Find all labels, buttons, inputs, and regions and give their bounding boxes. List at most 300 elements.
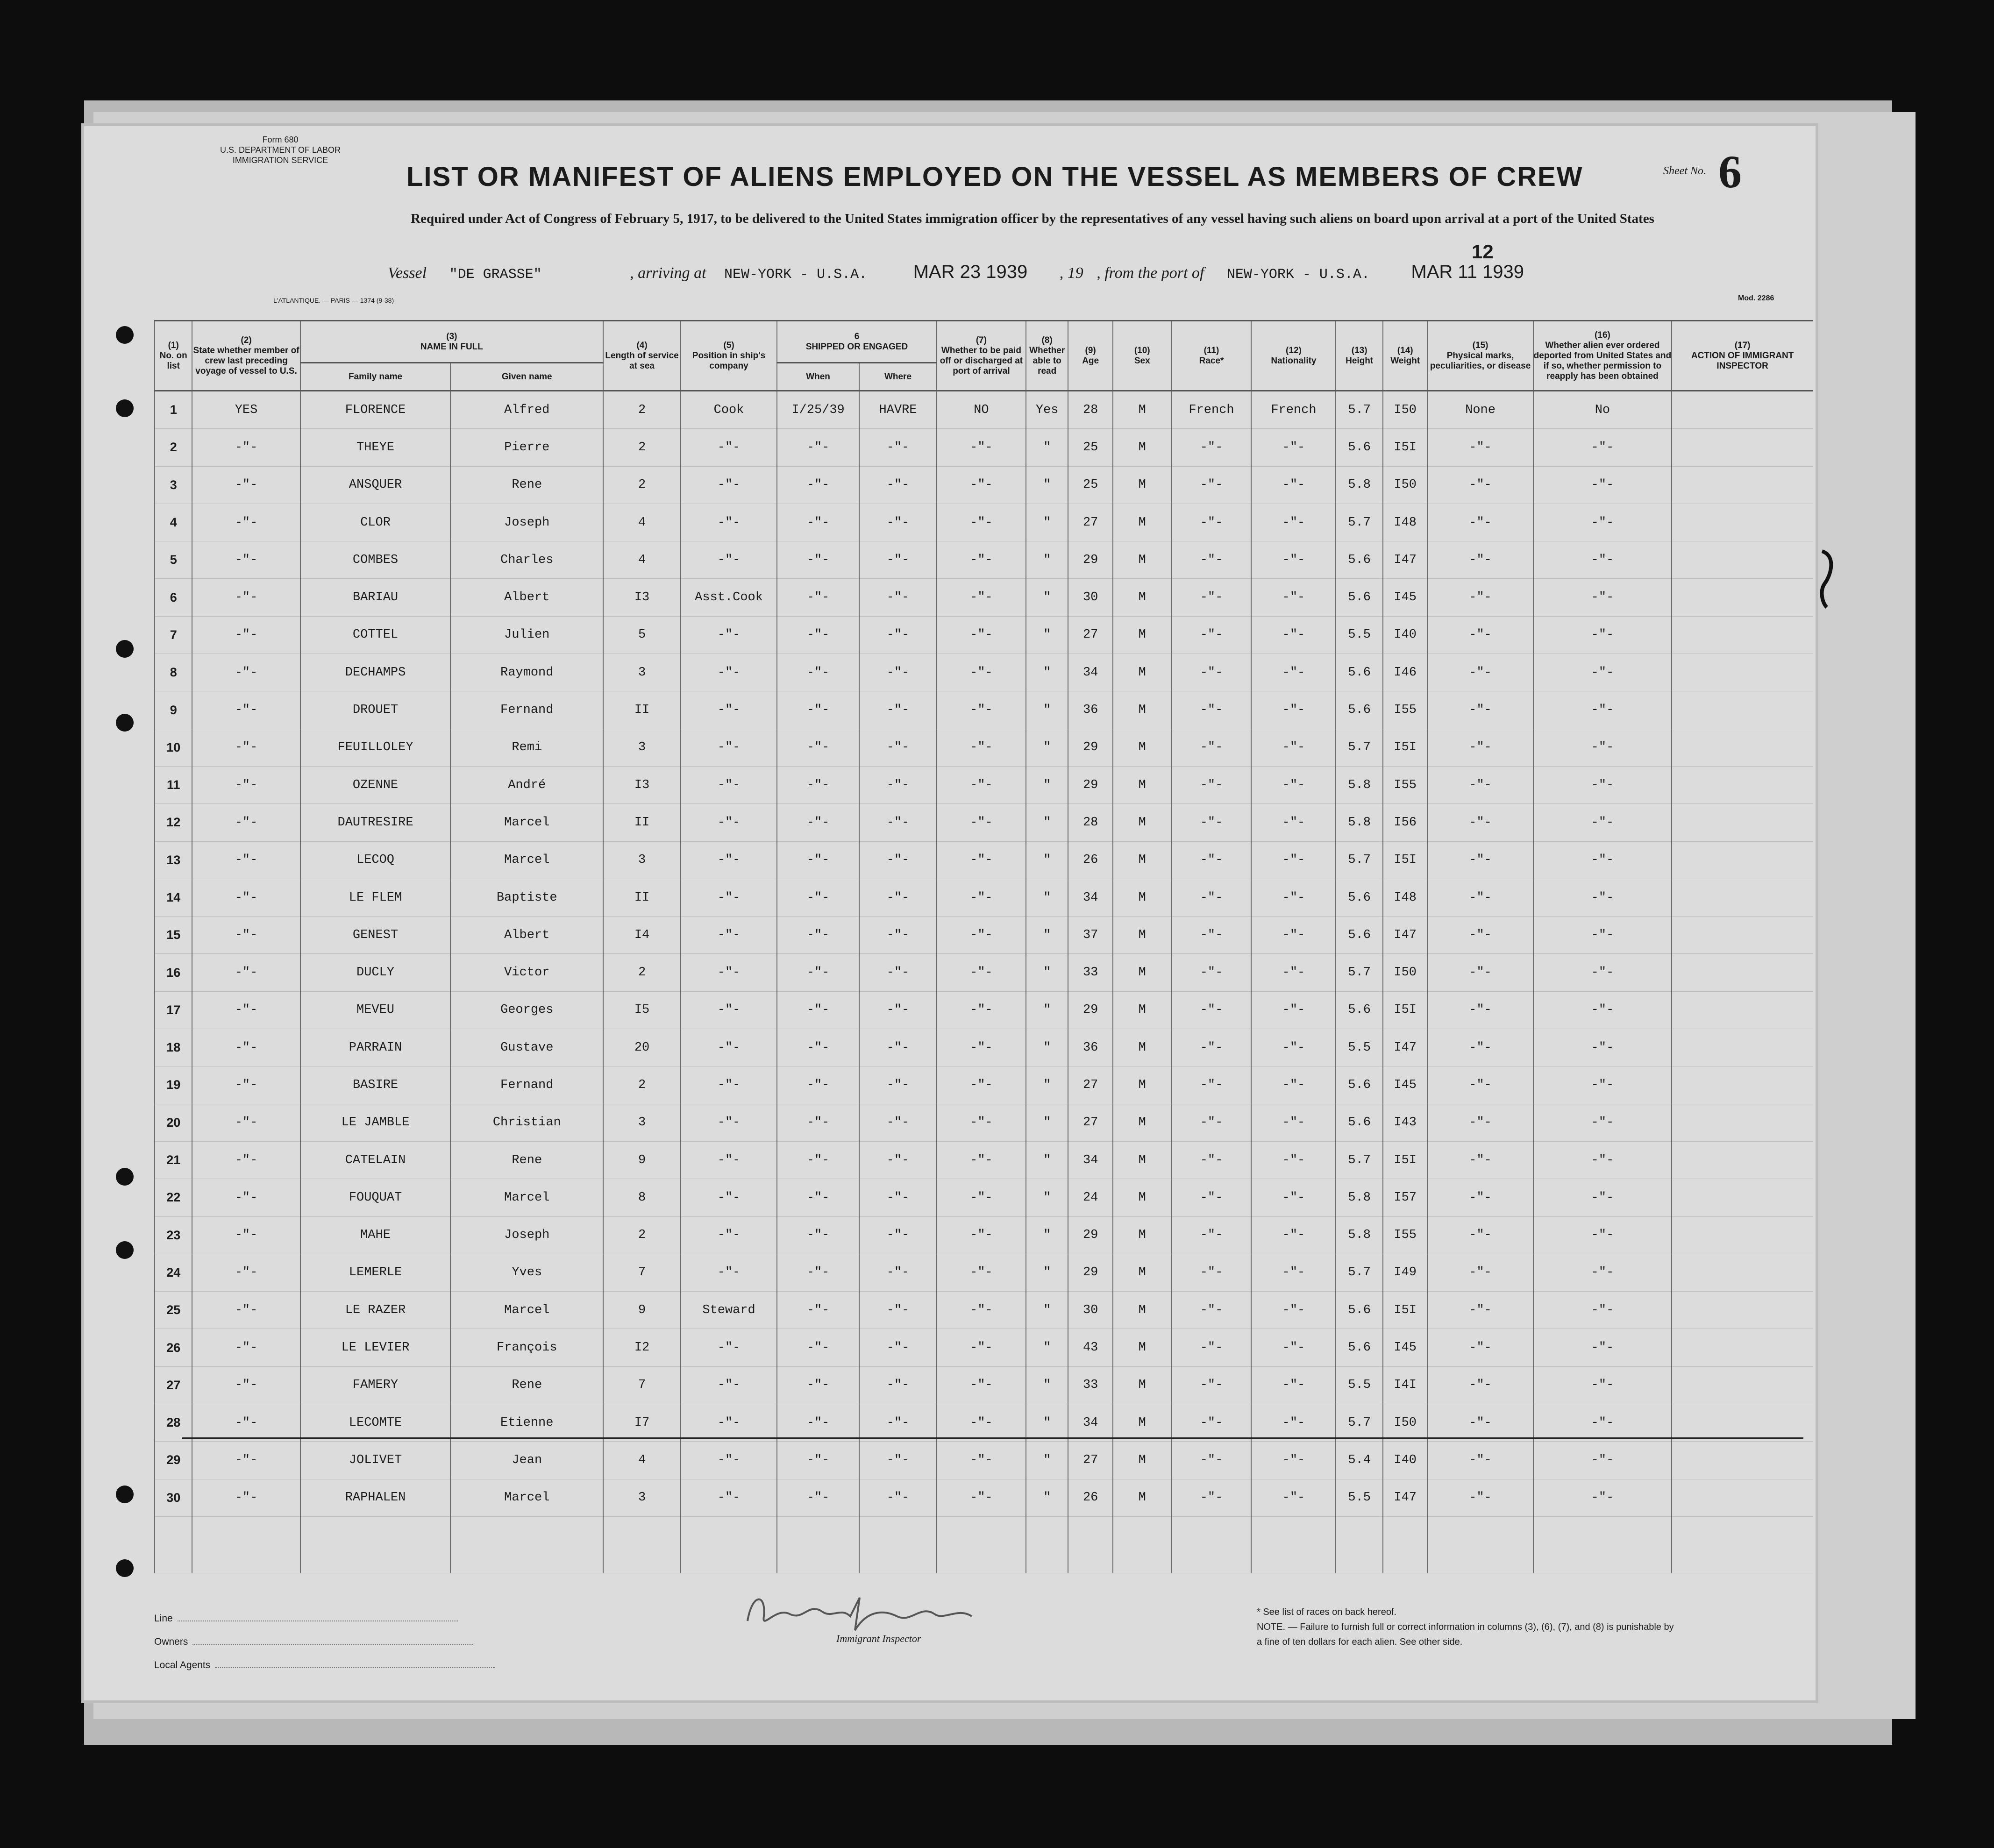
cell-age: 34 xyxy=(1068,1141,1113,1179)
cell-race: -"- xyxy=(1172,466,1252,504)
cell-able-to-read: " xyxy=(1026,917,1068,954)
crew-manifest-table xyxy=(154,320,1813,1573)
cell-row-number: 19 xyxy=(155,1066,192,1104)
punch-hole xyxy=(116,640,134,658)
cell-position: -"- xyxy=(681,1366,777,1404)
cell-length-of-service: 8 xyxy=(603,1179,681,1216)
cell-height: 5.8 xyxy=(1336,804,1383,841)
cell-able-to-read: " xyxy=(1026,429,1068,466)
cell-previous-voyage: -"- xyxy=(192,616,300,654)
cell-given-name: Pierre xyxy=(450,429,603,466)
cell-given-name: Albert xyxy=(450,917,603,954)
cell-able-to-read: " xyxy=(1026,1179,1068,1216)
header-race: (11) Race* xyxy=(1172,321,1252,391)
cell-nationality: -"- xyxy=(1251,429,1336,466)
cell-weight: I5I xyxy=(1383,841,1428,879)
header-deported: (16) Whether alien ever ordered deported from United States and if so, whether permission to reapply has been obtained xyxy=(1533,321,1672,391)
cell-empty xyxy=(155,1516,192,1573)
vessel-label: Vessel xyxy=(388,264,427,282)
cell-empty xyxy=(681,1516,777,1573)
cell-weight: I50 xyxy=(1383,466,1428,504)
cell-deported: -"- xyxy=(1533,691,1672,729)
table-row xyxy=(155,729,1813,766)
cell-deported: -"- xyxy=(1533,1366,1672,1404)
cell-age: 34 xyxy=(1068,654,1113,691)
cell-inspector-action xyxy=(1672,804,1813,841)
cell-paid-off: -"- xyxy=(937,1292,1026,1329)
cell-length-of-service: I2 xyxy=(603,1329,681,1366)
cell-given-name: Gustave xyxy=(450,1029,603,1066)
cell-shipped-where: -"- xyxy=(859,1066,937,1104)
cell-height: 5.6 xyxy=(1336,579,1383,616)
cell-given-name: Marcel xyxy=(450,1479,603,1516)
cell-paid-off: -"- xyxy=(937,917,1026,954)
cell-shipped-where: -"- xyxy=(859,991,937,1029)
cell-able-to-read: " xyxy=(1026,991,1068,1029)
cell-able-to-read: " xyxy=(1026,504,1068,541)
cell-shipped-where: -"- xyxy=(859,1442,937,1479)
cell-empty xyxy=(300,1516,451,1573)
cell-position: -"- xyxy=(681,954,777,991)
cell-previous-voyage: -"- xyxy=(192,1179,300,1216)
cell-deported: -"- xyxy=(1533,654,1672,691)
cell-previous-voyage: -"- xyxy=(192,766,300,803)
cell-age: 27 xyxy=(1068,1104,1113,1141)
cell-paid-off: -"- xyxy=(937,1366,1026,1404)
footer-fields xyxy=(154,1607,495,1677)
cell-able-to-read: " xyxy=(1026,729,1068,766)
cell-height: 5.7 xyxy=(1336,841,1383,879)
cell-age: 29 xyxy=(1068,1254,1113,1291)
cell-shipped-when: -"- xyxy=(777,766,859,803)
cell-previous-voyage: -"- xyxy=(192,1442,300,1479)
cell-weight: I55 xyxy=(1383,766,1428,803)
cell-sex: M xyxy=(1113,541,1172,579)
cell-row-number: 7 xyxy=(155,616,192,654)
cell-sex: M xyxy=(1113,1179,1172,1216)
cell-able-to-read: " xyxy=(1026,1366,1068,1404)
cell-shipped-when: -"- xyxy=(777,804,859,841)
cell-height: 5.6 xyxy=(1336,991,1383,1029)
cell-weight: I45 xyxy=(1383,1329,1428,1366)
cell-shipped-where: -"- xyxy=(859,1216,937,1254)
cell-able-to-read: " xyxy=(1026,1292,1068,1329)
table-row xyxy=(155,954,1813,991)
cell-shipped-when: -"- xyxy=(777,879,859,916)
cell-position: -"- xyxy=(681,917,777,954)
cell-height: 5.6 xyxy=(1336,654,1383,691)
cell-inspector-action xyxy=(1672,691,1813,729)
cell-empty xyxy=(777,1516,859,1573)
cell-paid-off: -"- xyxy=(937,429,1026,466)
cell-weight: I45 xyxy=(1383,579,1428,616)
punch-hole xyxy=(116,326,134,344)
table-row xyxy=(155,1329,1813,1366)
cell-family-name: DAUTRESIRE xyxy=(300,804,451,841)
cell-weight: I56 xyxy=(1383,804,1428,841)
table-row xyxy=(155,1292,1813,1329)
cell-row-number: 25 xyxy=(155,1292,192,1329)
cell-nationality: -"- xyxy=(1251,1216,1336,1254)
cell-previous-voyage: -"- xyxy=(192,1404,300,1442)
cell-paid-off: -"- xyxy=(937,1479,1026,1516)
cell-race: -"- xyxy=(1172,1292,1252,1329)
cell-deported: -"- xyxy=(1533,1329,1672,1366)
cell-able-to-read: " xyxy=(1026,879,1068,916)
cell-nationality: French xyxy=(1251,391,1336,429)
cell-row-number: 30 xyxy=(155,1479,192,1516)
signature-label: Immigrant Inspector xyxy=(836,1633,921,1644)
cell-age: 27 xyxy=(1068,504,1113,541)
cell-shipped-when: -"- xyxy=(777,429,859,466)
cell-shipped-where: -"- xyxy=(859,1254,937,1291)
cell-race: -"- xyxy=(1172,691,1252,729)
cell-family-name: BASIRE xyxy=(300,1066,451,1104)
cell-family-name: PARRAIN xyxy=(300,1029,451,1066)
cell-sex: M xyxy=(1113,1104,1172,1141)
table-row xyxy=(155,1254,1813,1291)
header-name-in-full: (3) NAME IN FULL xyxy=(300,321,603,363)
cell-physical-marks: -"- xyxy=(1427,1254,1533,1291)
cell-position: -"- xyxy=(681,879,777,916)
cell-shipped-when: -"- xyxy=(777,579,859,616)
cell-able-to-read: " xyxy=(1026,1216,1068,1254)
cell-row-number: 10 xyxy=(155,729,192,766)
cell-row-number: 12 xyxy=(155,804,192,841)
cell-race: -"- xyxy=(1172,654,1252,691)
cell-shipped-where: -"- xyxy=(859,654,937,691)
cell-nationality: -"- xyxy=(1251,1029,1336,1066)
cell-given-name: Victor xyxy=(450,954,603,991)
cell-previous-voyage: -"- xyxy=(192,841,300,879)
punch-hole xyxy=(116,1168,134,1186)
cell-inspector-action xyxy=(1672,1141,1813,1179)
cell-row-number: 20 xyxy=(155,1104,192,1141)
cell-sex: M xyxy=(1113,954,1172,991)
cell-age: 29 xyxy=(1068,729,1113,766)
cell-weight: I40 xyxy=(1383,616,1428,654)
cell-previous-voyage: -"- xyxy=(192,1329,300,1366)
vessel-line xyxy=(388,262,1789,283)
cell-position: -"- xyxy=(681,429,777,466)
cell-paid-off: -"- xyxy=(937,1254,1026,1291)
cell-able-to-read: " xyxy=(1026,804,1068,841)
printer-imprint: L'ATLANTIQUE. — PARIS — 1374 (9-38) xyxy=(273,297,394,304)
cell-position: -"- xyxy=(681,1029,777,1066)
cell-position: -"- xyxy=(681,616,777,654)
cell-physical-marks: -"- xyxy=(1427,954,1533,991)
cell-family-name: LECOMTE xyxy=(300,1404,451,1442)
cell-height: 5.5 xyxy=(1336,1366,1383,1404)
cell-shipped-when: -"- xyxy=(777,691,859,729)
cell-weight: I47 xyxy=(1383,1029,1428,1066)
cell-deported: -"- xyxy=(1533,841,1672,879)
cell-length-of-service: I5 xyxy=(603,991,681,1029)
table-row xyxy=(155,579,1813,616)
cell-family-name: BARIAU xyxy=(300,579,451,616)
cell-weight: I43 xyxy=(1383,1104,1428,1141)
cell-deported: -"- xyxy=(1533,466,1672,504)
cell-physical-marks: -"- xyxy=(1427,729,1533,766)
cell-given-name: Rene xyxy=(450,1366,603,1404)
cell-paid-off: -"- xyxy=(937,1404,1026,1442)
cell-paid-off: -"- xyxy=(937,541,1026,579)
cell-given-name: Baptiste xyxy=(450,879,603,916)
required-statement: Required under Act of Congress of February 5, 1917, to be delivered to the United States immigration officer by the representatives of any vessel having such aliens on board upon arrival at a port of the United States xyxy=(411,211,1654,226)
cell-able-to-read: " xyxy=(1026,1029,1068,1066)
cell-given-name: Charles xyxy=(450,541,603,579)
cell-previous-voyage: -"- xyxy=(192,917,300,954)
cell-able-to-read: " xyxy=(1026,1254,1068,1291)
cell-height: 5.6 xyxy=(1336,1292,1383,1329)
cell-position: -"- xyxy=(681,1141,777,1179)
cell-shipped-where: -"- xyxy=(859,766,937,803)
cell-length-of-service: 9 xyxy=(603,1292,681,1329)
cell-paid-off: -"- xyxy=(937,654,1026,691)
cell-age: 29 xyxy=(1068,1216,1113,1254)
table-row xyxy=(155,1029,1813,1066)
cell-given-name: Joseph xyxy=(450,1216,603,1254)
cell-family-name: DROUET xyxy=(300,691,451,729)
table-row xyxy=(155,616,1813,654)
cell-paid-off: -"- xyxy=(937,691,1026,729)
cell-paid-off: -"- xyxy=(937,991,1026,1029)
cell-family-name: FAMERY xyxy=(300,1366,451,1404)
cell-deported: -"- xyxy=(1533,917,1672,954)
punch-hole xyxy=(116,399,134,417)
cell-previous-voyage: -"- xyxy=(192,691,300,729)
cell-empty xyxy=(1251,1516,1336,1573)
cell-weight: I55 xyxy=(1383,1216,1428,1254)
cell-age: 29 xyxy=(1068,541,1113,579)
cell-physical-marks: -"- xyxy=(1427,766,1533,803)
cell-previous-voyage: -"- xyxy=(192,654,300,691)
cell-row-number: 18 xyxy=(155,1029,192,1066)
cell-sex: M xyxy=(1113,1329,1172,1366)
cell-age: 30 xyxy=(1068,1292,1113,1329)
cell-deported: -"- xyxy=(1533,504,1672,541)
table-row xyxy=(155,991,1813,1029)
cell-given-name: Raymond xyxy=(450,654,603,691)
cell-shipped-when: -"- xyxy=(777,1479,859,1516)
cell-height: 5.7 xyxy=(1336,1404,1383,1442)
cell-sex: M xyxy=(1113,1029,1172,1066)
from-label: , from the port of xyxy=(1097,264,1204,282)
cell-inspector-action xyxy=(1672,1066,1813,1104)
cell-empty xyxy=(1533,1516,1672,1573)
cell-height: 5.7 xyxy=(1336,954,1383,991)
cell-shipped-where: -"- xyxy=(859,1141,937,1179)
cell-position: -"- xyxy=(681,1479,777,1516)
cell-shipped-when: -"- xyxy=(777,616,859,654)
owners-field: Owners xyxy=(154,1630,495,1654)
cell-row-number: 14 xyxy=(155,879,192,916)
header-physical-marks: (15) Physical marks, peculiarities, or disease xyxy=(1427,321,1533,391)
cell-nationality: -"- xyxy=(1251,504,1336,541)
cell-able-to-read: " xyxy=(1026,841,1068,879)
cell-shipped-when: -"- xyxy=(777,991,859,1029)
cell-physical-marks: -"- xyxy=(1427,1066,1533,1104)
cell-previous-voyage: -"- xyxy=(192,504,300,541)
cell-weight: I5I xyxy=(1383,729,1428,766)
cell-nationality: -"- xyxy=(1251,991,1336,1029)
cell-sex: M xyxy=(1113,504,1172,541)
cell-length-of-service: 3 xyxy=(603,841,681,879)
cell-family-name: MAHE xyxy=(300,1216,451,1254)
header-sex: (10) Sex xyxy=(1113,321,1172,391)
cell-physical-marks: -"- xyxy=(1427,917,1533,954)
cell-family-name: LECOQ xyxy=(300,841,451,879)
cell-previous-voyage: -"- xyxy=(192,991,300,1029)
cell-previous-voyage: -"- xyxy=(192,1292,300,1329)
cell-deported: -"- xyxy=(1533,1442,1672,1479)
cell-given-name: Jean xyxy=(450,1442,603,1479)
cell-family-name: LE FLEM xyxy=(300,879,451,916)
cell-height: 5.7 xyxy=(1336,391,1383,429)
cell-race: -"- xyxy=(1172,1141,1252,1179)
cell-race: -"- xyxy=(1172,729,1252,766)
header-previous-voyage: (2) State whether member of crew last preceding voyage of vessel to U.S. xyxy=(192,321,300,391)
cell-sex: M xyxy=(1113,579,1172,616)
cell-position: -"- xyxy=(681,766,777,803)
cell-empty xyxy=(1672,1516,1813,1573)
fine-note: NOTE. — Failure to furnish full or correct information in columns (3), (6), (7), and (8) is punishable by a fine of ten dollars for each alien. See other side. xyxy=(1257,1622,1674,1647)
cell-family-name: COTTEL xyxy=(300,616,451,654)
cell-nationality: -"- xyxy=(1251,1254,1336,1291)
table-row-blank xyxy=(155,1516,1813,1573)
cell-length-of-service: 2 xyxy=(603,391,681,429)
cell-previous-voyage: -"- xyxy=(192,429,300,466)
cell-given-name: Etienne xyxy=(450,1404,603,1442)
cell-deported: -"- xyxy=(1533,1179,1672,1216)
cell-sex: M xyxy=(1113,1442,1172,1479)
header-nationality: (12) Nationality xyxy=(1251,321,1336,391)
cell-given-name: Christian xyxy=(450,1104,603,1141)
cell-height: 5.6 xyxy=(1336,1329,1383,1366)
arriving-port: NEW-YORK - U.S.A. xyxy=(724,267,868,283)
cell-empty xyxy=(1172,1516,1252,1573)
cell-previous-voyage: -"- xyxy=(192,1479,300,1516)
cell-inspector-action xyxy=(1672,1179,1813,1216)
cell-able-to-read: " xyxy=(1026,466,1068,504)
service-name: IMMIGRATION SERVICE xyxy=(232,156,328,165)
cell-row-number: 5 xyxy=(155,541,192,579)
cell-inspector-action xyxy=(1672,766,1813,803)
cell-position: -"- xyxy=(681,1404,777,1442)
table-row xyxy=(155,879,1813,916)
cell-shipped-where: -"- xyxy=(859,1479,937,1516)
cell-position: Cook xyxy=(681,391,777,429)
cell-height: 5.8 xyxy=(1336,1179,1383,1216)
cell-empty xyxy=(1113,1516,1172,1573)
form-identification xyxy=(187,135,374,165)
cell-deported: -"- xyxy=(1533,1292,1672,1329)
cell-sex: M xyxy=(1113,466,1172,504)
cell-given-name: Marcel xyxy=(450,1292,603,1329)
cell-row-number: 17 xyxy=(155,991,192,1029)
table-row xyxy=(155,1179,1813,1216)
cell-row-number: 23 xyxy=(155,1216,192,1254)
punch-hole xyxy=(116,1559,134,1577)
cell-shipped-when: I/25/39 xyxy=(777,391,859,429)
cell-given-name: Albert xyxy=(450,579,603,616)
cell-row-number: 21 xyxy=(155,1141,192,1179)
cell-shipped-where: -"- xyxy=(859,616,937,654)
cell-length-of-service: I7 xyxy=(603,1404,681,1442)
cell-height: 5.8 xyxy=(1336,466,1383,504)
header-length-of-service: (4) Length of service at sea xyxy=(603,321,681,391)
cell-empty xyxy=(603,1516,681,1573)
cell-height: 5.6 xyxy=(1336,879,1383,916)
cell-inspector-action xyxy=(1672,917,1813,954)
cell-weight: I46 xyxy=(1383,654,1428,691)
cell-sex: M xyxy=(1113,1292,1172,1329)
cell-age: 27 xyxy=(1068,1442,1113,1479)
cell-inspector-action xyxy=(1672,391,1813,429)
cell-family-name: MEVEU xyxy=(300,991,451,1029)
cell-shipped-when: -"- xyxy=(777,504,859,541)
cell-given-name: Remi xyxy=(450,729,603,766)
cell-length-of-service: 20 xyxy=(603,1029,681,1066)
cell-inspector-action xyxy=(1672,616,1813,654)
cell-sex: M xyxy=(1113,729,1172,766)
cell-given-name: Georges xyxy=(450,991,603,1029)
page-title: LIST OR MANIFEST OF ALIENS EMPLOYED ON THE VESSEL AS MEMBERS OF CREW xyxy=(406,162,1583,192)
cell-given-name: André xyxy=(450,766,603,803)
cell-inspector-action xyxy=(1672,1404,1813,1442)
cell-inspector-action xyxy=(1672,991,1813,1029)
cell-previous-voyage: -"- xyxy=(192,954,300,991)
cell-family-name: DUCLY xyxy=(300,954,451,991)
cell-nationality: -"- xyxy=(1251,1066,1336,1104)
cell-deported: -"- xyxy=(1533,1029,1672,1066)
table-row xyxy=(155,1066,1813,1104)
table-row xyxy=(155,1479,1813,1516)
cell-inspector-action xyxy=(1672,1216,1813,1254)
header-weight: (14) Weight xyxy=(1383,321,1428,391)
table-row xyxy=(155,1404,1813,1442)
cell-age: 34 xyxy=(1068,1404,1113,1442)
cell-weight: I5I xyxy=(1383,991,1428,1029)
cell-physical-marks: -"- xyxy=(1427,1029,1533,1066)
cell-shipped-when: -"- xyxy=(777,1029,859,1066)
cell-nationality: -"- xyxy=(1251,1329,1336,1366)
cell-family-name: OZENNE xyxy=(300,766,451,803)
cell-weight: I50 xyxy=(1383,391,1428,429)
cell-age: 29 xyxy=(1068,766,1113,803)
cell-race: -"- xyxy=(1172,1029,1252,1066)
table-row xyxy=(155,766,1813,803)
cell-paid-off: -"- xyxy=(937,841,1026,879)
cell-previous-voyage: -"- xyxy=(192,879,300,916)
cell-shipped-when: -"- xyxy=(777,1104,859,1141)
cell-able-to-read: " xyxy=(1026,766,1068,803)
header-able-to-read: (8) Whether able to read xyxy=(1026,321,1068,391)
cell-shipped-when: -"- xyxy=(777,466,859,504)
cell-position: -"- xyxy=(681,1179,777,1216)
department-name: U.S. DEPARTMENT OF LABOR xyxy=(220,145,341,155)
cell-nationality: -"- xyxy=(1251,879,1336,916)
cell-paid-off: -"- xyxy=(937,1442,1026,1479)
cell-height: 5.6 xyxy=(1336,541,1383,579)
cell-paid-off: -"- xyxy=(937,1216,1026,1254)
cell-paid-off: -"- xyxy=(937,1066,1026,1104)
cell-sex: M xyxy=(1113,391,1172,429)
cell-sex: M xyxy=(1113,991,1172,1029)
cell-sex: M xyxy=(1113,429,1172,466)
cell-height: 5.5 xyxy=(1336,1479,1383,1516)
sheet-number xyxy=(1663,145,1742,199)
